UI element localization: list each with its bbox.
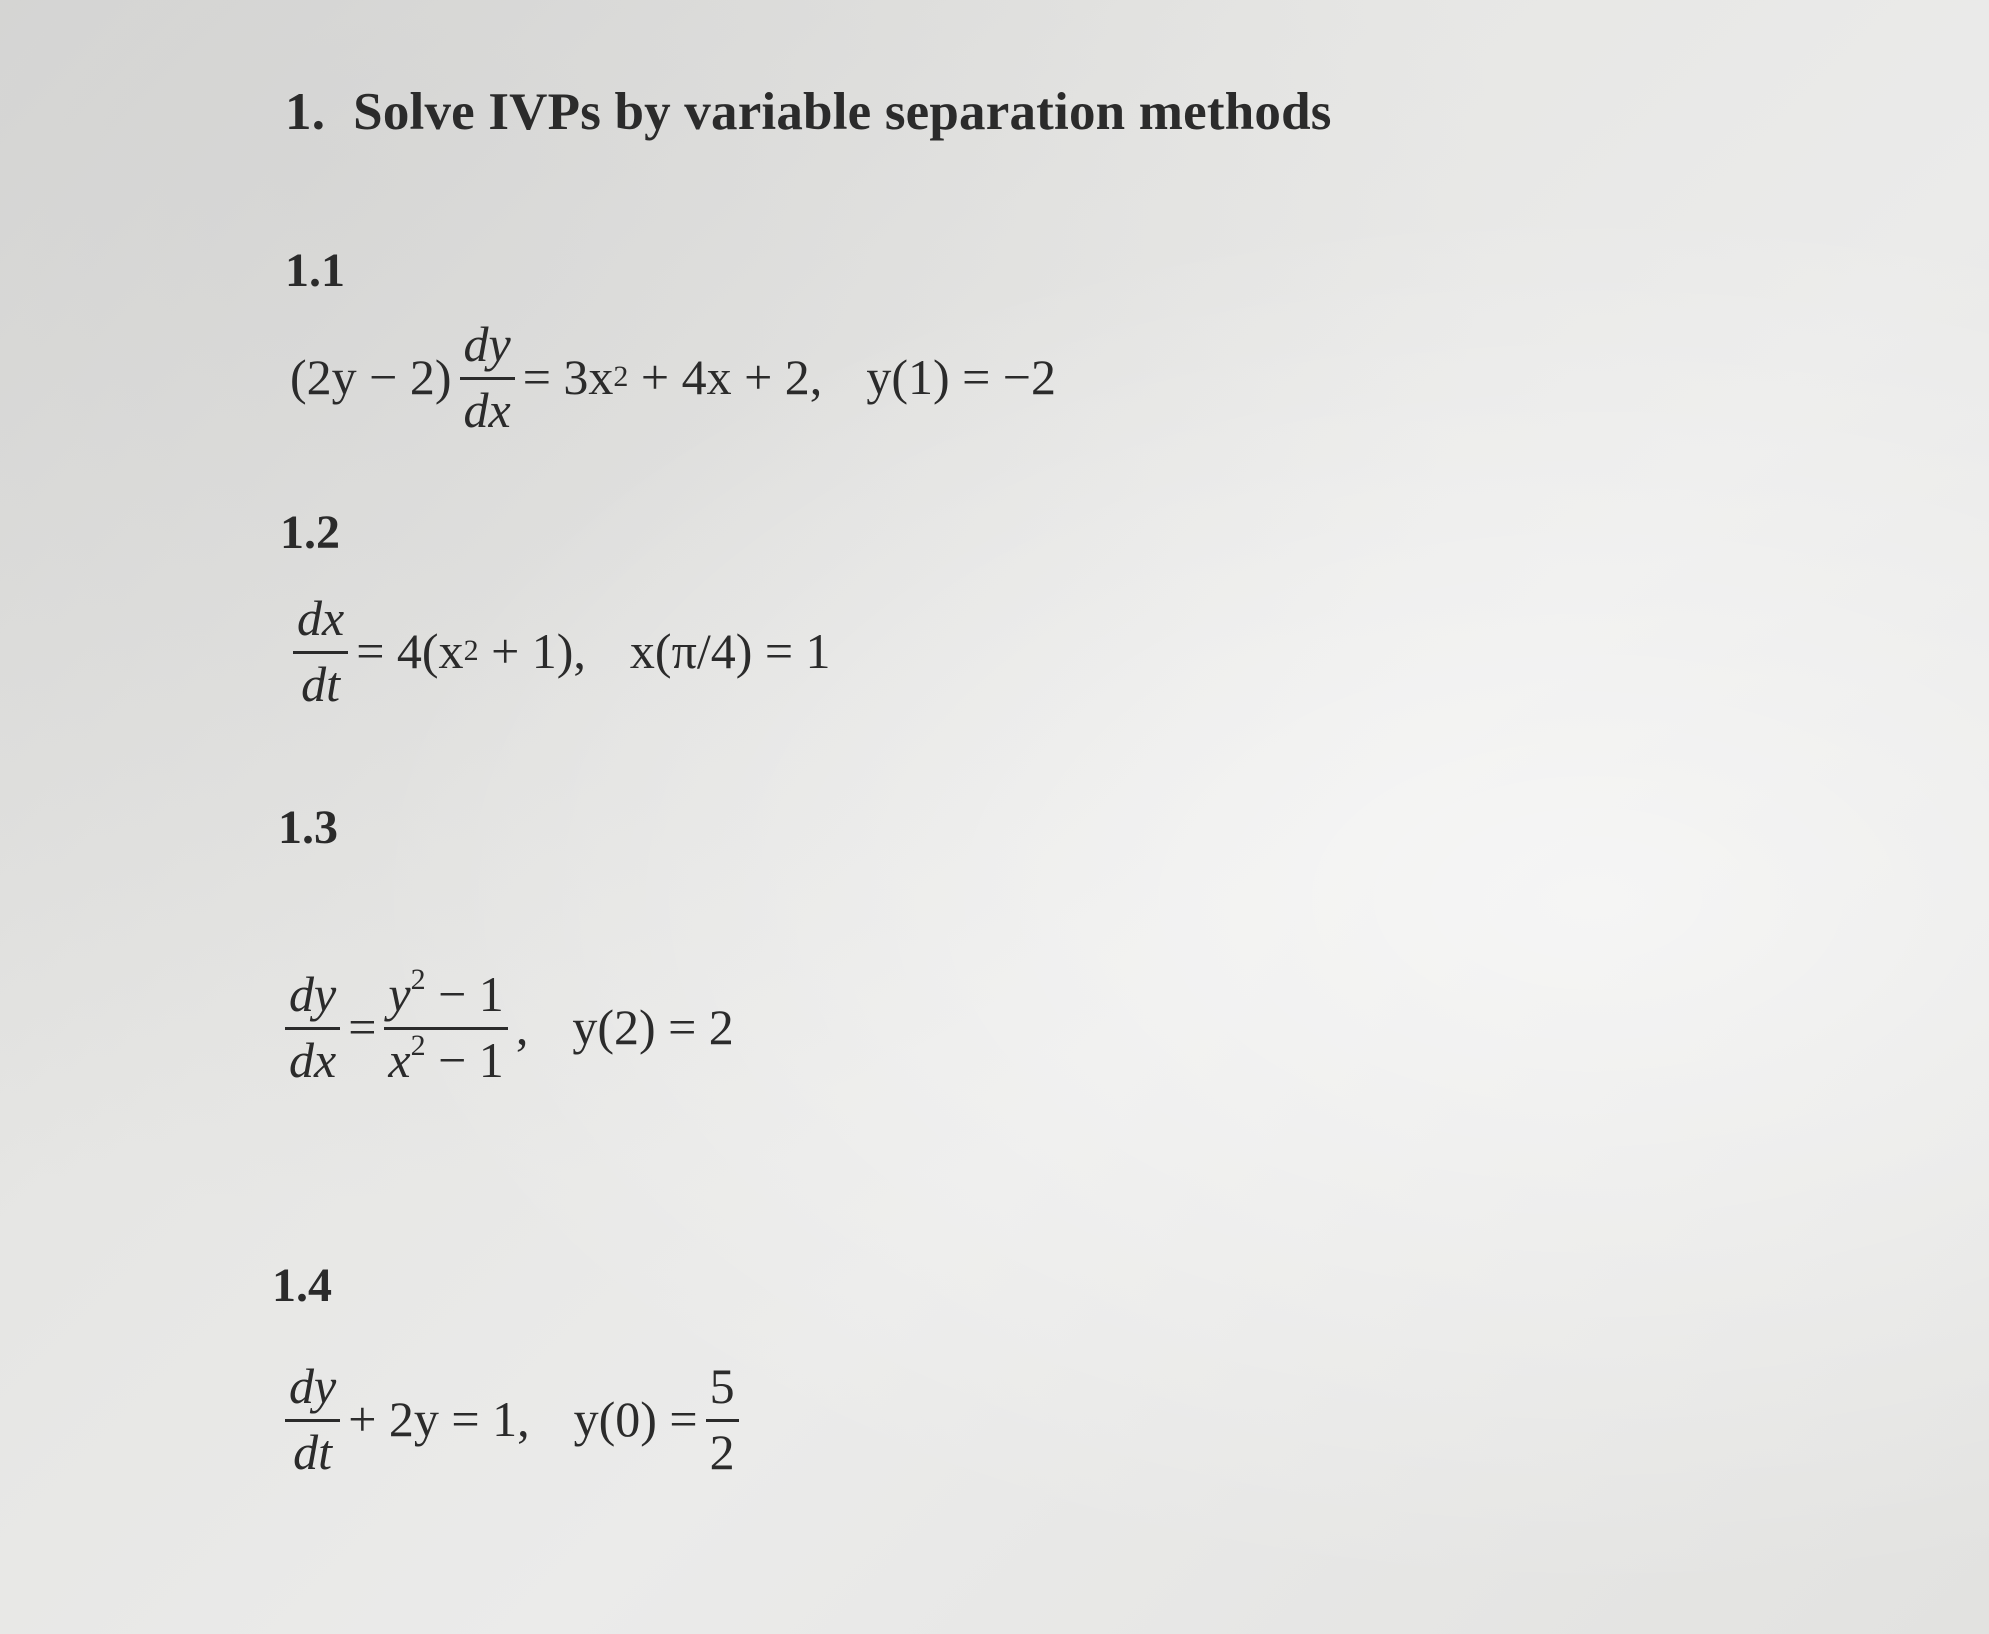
eq-1-3-rhs-den bbox=[384, 1028, 507, 1088]
eq-1-4-frac-num: dy bbox=[289, 1358, 337, 1414]
equation-1-2: $\frac{dx}{dt}$ = 4(x 2 + 1), x(π/4) = 1 bbox=[285, 592, 831, 710]
eq-1-3-rhs-fraction bbox=[384, 963, 507, 1088]
eq-1-4-frac-den: dt bbox=[293, 1423, 333, 1480]
eq-1-3-rhs-num-base: y bbox=[388, 966, 411, 1022]
eq-1-1-frac-den: dx bbox=[463, 381, 511, 438]
eq-1-3-derivative bbox=[285, 968, 340, 1086]
eq-1-2-rhs-a: = 4(x bbox=[356, 623, 464, 679]
eq-1-3-rhs-num-exp: 2 bbox=[410, 963, 426, 996]
fraction-bar bbox=[285, 1027, 340, 1030]
fraction-bar bbox=[285, 1419, 340, 1422]
equation-1-4 bbox=[277, 1360, 747, 1478]
eq-1-3-rhs-den-exp: 2 bbox=[410, 1028, 426, 1062]
problem-label-1-3: 1.3 bbox=[278, 801, 338, 854]
problem-label-1-4: 1.4 bbox=[272, 1259, 332, 1312]
fraction-bar bbox=[460, 377, 515, 380]
eq-1-2-frac-num: dx bbox=[297, 590, 345, 646]
eq-1-2-derivative bbox=[293, 592, 348, 710]
eq-1-4-ic-num: 5 bbox=[709, 1358, 735, 1414]
eq-1-2-initial-condition: x(π/4) = 1 bbox=[629, 623, 831, 679]
eq-1-3-rhs-num bbox=[384, 963, 507, 1022]
problem-label-1-2: 1.2 bbox=[280, 506, 340, 559]
equation-1-3 bbox=[277, 963, 734, 1088]
eq-1-3-rhs-den-base: x bbox=[388, 1031, 411, 1088]
equation-1-1: (2y − 2) $\frac{dy}{dx}$ = 3x 2 + 4x + 2, y(1) = −2 bbox=[290, 316, 1057, 438]
eq-1-4-initial-value-fraction bbox=[706, 1360, 739, 1478]
eq-1-1-rhs-a: = 3x bbox=[522, 349, 614, 405]
fraction-bar bbox=[384, 1027, 507, 1030]
eq-1-2-rhs-b: + 1), bbox=[478, 623, 586, 679]
eq-1-3-rhs-den-rest: − 1 bbox=[425, 1031, 504, 1088]
eq-1-3-rhs-num-rest: − 1 bbox=[425, 966, 504, 1022]
eq-1-4-derivative bbox=[285, 1360, 340, 1478]
eq-1-3-equals: = bbox=[348, 999, 377, 1055]
eq-1-3-comma: , bbox=[515, 999, 529, 1055]
eq-1-2-frac-den: dt bbox=[301, 655, 341, 712]
eq-1-1-frac-num: dy bbox=[463, 316, 511, 372]
eq-1-3-frac-den: dx bbox=[289, 1031, 337, 1088]
heading-number: 1. bbox=[285, 83, 326, 141]
eq-1-1-initial-condition: y(1) = −2 bbox=[866, 349, 1057, 405]
eq-1-4-rhs: + 2y = 1, bbox=[348, 1391, 530, 1447]
heading-text: Solve IVPs by variable separation methods bbox=[353, 83, 1332, 141]
eq-1-4-initial-condition-lhs: y(0) = bbox=[573, 1391, 698, 1447]
problem-heading bbox=[285, 82, 1332, 142]
eq-1-3-frac-num: dy bbox=[289, 966, 337, 1022]
eq-1-1-rhs-b: + 4x + 2, bbox=[628, 349, 823, 405]
eq-1-4-ic-den: 2 bbox=[709, 1423, 735, 1480]
eq-1-1-derivative bbox=[460, 318, 515, 436]
fraction-bar bbox=[293, 651, 348, 654]
fraction-bar bbox=[706, 1419, 739, 1422]
eq-1-3-initial-condition: y(2) = 2 bbox=[572, 999, 734, 1055]
eq-1-1-lhs: (2y − 2) bbox=[290, 349, 452, 405]
problem-label-1-1: 1.1 bbox=[285, 244, 345, 297]
